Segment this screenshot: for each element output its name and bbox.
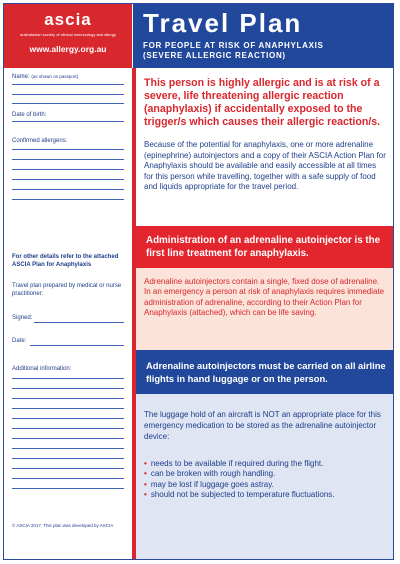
first-line-treatment-banner xyxy=(136,226,393,268)
date-label: Date: xyxy=(12,338,27,344)
main-content xyxy=(136,68,393,559)
additional-info-label: Additional information: xyxy=(12,366,72,372)
autoinjector-info-section xyxy=(136,268,393,350)
signed-line[interactable] xyxy=(34,322,124,323)
allergens-line-4[interactable] xyxy=(12,179,124,180)
bullet-item: • can be broken with rough handling. xyxy=(144,469,276,479)
additional-line-2[interactable] xyxy=(12,388,124,389)
autoinjector-info-text: Adrenaline autoinjectors contain a single, fixed dose of adrenaline. In an emergency a person at risk of anaphylaxis requires immediate administration of adrenaline, according to their Action Plan for Anaphylaxis (attached), which can be life saving. xyxy=(144,277,385,318)
allergens-line-5[interactable] xyxy=(12,189,124,190)
dob-label: Date of birth: xyxy=(12,112,47,118)
page-title: Travel Plan xyxy=(143,8,303,38)
bullet-dot-icon: • xyxy=(144,490,147,500)
additional-line-5[interactable] xyxy=(12,418,124,419)
name-line-1[interactable] xyxy=(12,84,124,85)
allergens-label: Confirmed allergens: xyxy=(12,138,68,144)
first-line-treatment-text: Administration of an adrenaline autoinjector is the first line treatment for anaphylaxis. xyxy=(146,235,381,259)
copyright-note: © ASCIA 2017. This plan was developed by ASCIA xyxy=(12,523,114,528)
additional-line-8[interactable] xyxy=(12,448,124,449)
refer-note: For other details refer to the attached ASCIA Plan for Anaphylaxis xyxy=(12,254,119,268)
prepared-label: Travel plan prepared by medical or nurse practitioner: xyxy=(12,283,122,297)
allergens-line-1[interactable] xyxy=(12,149,124,150)
allergens-line-3[interactable] xyxy=(12,169,124,170)
luggage-hold-section xyxy=(136,394,393,559)
additional-line-10[interactable] xyxy=(12,468,124,469)
warning-body-text: Because of the potential for anaphylaxis, one or more adrenaline (epinephrine) autoinjectors and a copy of their ASCIA Action Plan for Anaphylaxis should be available and easily accessible at all times for this person while travelling, together with a safe supply of food and liquids appropriate for the travel period. xyxy=(144,140,386,192)
allergens-line-2[interactable] xyxy=(12,159,124,160)
additional-line-4[interactable] xyxy=(12,408,124,409)
title-subtitle-1: FOR PEOPLE AT RISK OF ANAPHYLAXIS xyxy=(143,41,324,50)
bullet-dot-icon: • xyxy=(144,459,147,468)
additional-line-9[interactable] xyxy=(12,458,124,459)
bullet-item: • may be lost if luggage goes astray. xyxy=(144,479,274,489)
name-hint: (as shown on passport) xyxy=(31,74,79,79)
additional-line-7[interactable] xyxy=(12,438,124,439)
luggage-hold-intro: The luggage hold of an aircraft is NOT an appropriate place for this emergency medication to be stored as the adrenaline autoinjector device: xyxy=(144,410,381,441)
additional-line-11[interactable] xyxy=(12,478,124,479)
name-line-2[interactable] xyxy=(12,94,124,95)
signed-label: Signed: xyxy=(12,315,33,321)
ascia-logo xyxy=(4,4,132,68)
date-line[interactable] xyxy=(30,345,124,346)
luggage-hold-bullets xyxy=(144,459,389,501)
logo-brand: ascia xyxy=(44,10,92,29)
bullet-item: • needs to be available if required during the flight. xyxy=(144,459,324,468)
name-label: Name: (as shown on passport) xyxy=(12,74,79,80)
allergens-line-6[interactable] xyxy=(12,199,124,200)
bullet-dot-icon: • xyxy=(144,469,147,479)
name-line-3[interactable] xyxy=(12,103,124,104)
dob-line[interactable] xyxy=(12,121,124,122)
sidebar-form xyxy=(4,68,132,559)
warning-lead-text: This person is highly allergic and is at risk of a severe, life threatening allergic reaction (anaphylaxis) if accidentally exposed to the trigger/s which causes their allergic reaction/s. xyxy=(144,77,381,128)
bullet-item: • should not be subjected to temperature fluctuations. xyxy=(144,490,335,500)
hand-luggage-banner xyxy=(136,350,393,394)
hand-luggage-text: Adrenaline autoinjectors must be carried on all airline flights in hand luggage or on the person. xyxy=(146,360,386,384)
logo-url: www.allergy.org.au xyxy=(29,44,107,54)
additional-line-1[interactable] xyxy=(12,378,124,379)
bullet-dot-icon: • xyxy=(144,479,147,489)
title-block xyxy=(133,4,393,68)
title-subtitle-2: (SEVERE ALLERGIC REACTION) xyxy=(143,51,286,60)
additional-line-6[interactable] xyxy=(12,428,124,429)
logo-org-name: australasian society of clinical immunology and allergy xyxy=(19,32,117,37)
additional-line-3[interactable] xyxy=(12,398,124,399)
warning-section xyxy=(136,68,393,226)
additional-line-12[interactable] xyxy=(12,488,124,489)
